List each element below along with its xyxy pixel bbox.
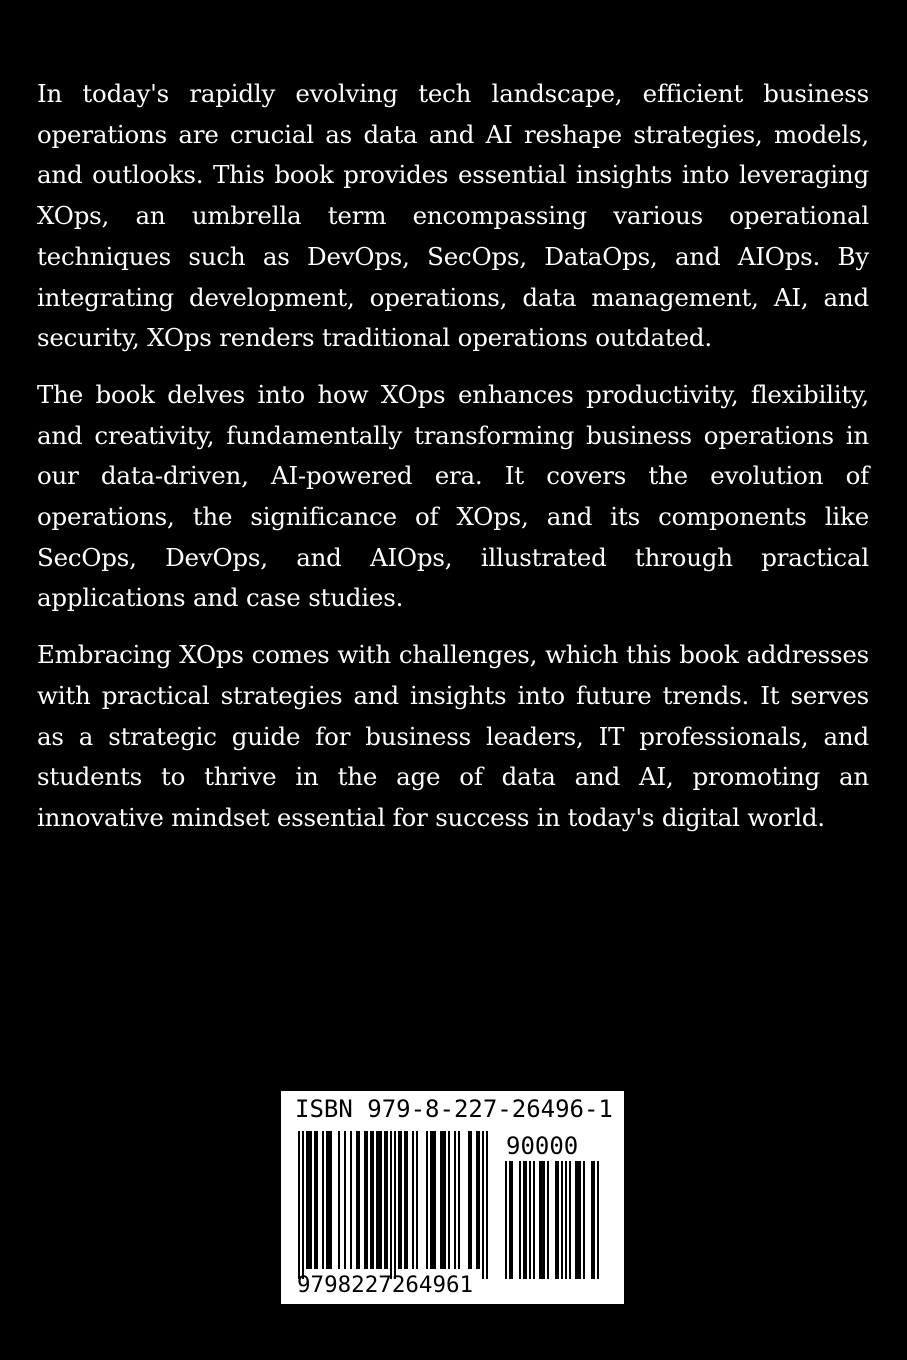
barcode-bar [547, 1161, 549, 1279]
barcode-bar [591, 1161, 595, 1279]
barcode-bar [505, 1161, 507, 1279]
barcode-bar [314, 1131, 318, 1269]
barcode-bar [575, 1161, 581, 1279]
barcode-bar [344, 1131, 346, 1269]
barcode-bar [430, 1131, 436, 1269]
barcode-bar [539, 1161, 545, 1279]
barcode-bar [384, 1131, 388, 1269]
isbn-barcode [281, 1091, 624, 1304]
barcode-bar [486, 1131, 488, 1279]
barcode-bar [458, 1131, 460, 1269]
ean-digits: 9798227264961 [297, 1272, 474, 1298]
barcode-bar [306, 1131, 312, 1269]
blurb-paragraph-3: Embracing XOps comes with challenges, which this book addresses with practical strategies and insights into future trends. It serves as a strategic guide for business leaders, IT professionals, and students to thrive in the age of data and AI, promoting an innovative mindset essential for success in today's digital world. [37, 640, 869, 832]
barcode-bar [412, 1131, 414, 1269]
barcode-bar [440, 1131, 446, 1269]
barcode-bar [390, 1131, 392, 1279]
barcode-bar [416, 1131, 418, 1269]
barcode-bar [569, 1161, 571, 1279]
barcode-bar [448, 1131, 450, 1269]
barcode-bar [398, 1131, 402, 1269]
barcode-bar [597, 1161, 599, 1279]
barcode-bar [454, 1131, 456, 1269]
barcode-bar [326, 1131, 332, 1269]
ean-bars [298, 1131, 488, 1279]
barcode-bar [376, 1131, 382, 1269]
barcode-bar [468, 1131, 472, 1269]
barcode-bar [302, 1131, 304, 1279]
barcode-bar [529, 1161, 531, 1279]
barcode-bar [523, 1161, 527, 1279]
blurb-paragraph-2: The book delves into how XOps enhances productivity, flexibility, and creativity, fundamentally transforming business operations in our data-driven, AI-powered era. It covers the evolution of operations, the significance of XOps, and its components like SecOps, DevOps, and AIOps, illustrated through practical applications and case studies. [37, 379, 869, 613]
barcode-bar [394, 1131, 396, 1279]
barcode-bar [533, 1161, 535, 1279]
barcode-bar [356, 1131, 360, 1269]
barcode-bar [364, 1131, 368, 1269]
price-code: 90000 [506, 1132, 579, 1160]
barcode-bar [482, 1131, 484, 1279]
isbn-number: ISBN 979-8-227-26496-1 [295, 1095, 613, 1123]
addon-bars [505, 1161, 599, 1279]
barcode-bar [298, 1131, 300, 1279]
barcode-bar [561, 1161, 563, 1279]
barcode-bar [476, 1131, 480, 1269]
barcode-bar [426, 1131, 428, 1269]
barcode-bar [555, 1161, 559, 1279]
barcode-bar [370, 1131, 374, 1269]
barcode-bar [338, 1131, 340, 1269]
barcode-bar [509, 1161, 513, 1279]
barcode-bar [565, 1161, 567, 1279]
barcode-bar [350, 1131, 352, 1269]
barcode-bar [519, 1161, 521, 1279]
back-cover-blurb [37, 74, 869, 855]
barcode-bar [583, 1161, 585, 1279]
barcode-bar [404, 1131, 408, 1269]
barcode-bar [322, 1131, 324, 1269]
blurb-paragraph-1: In today's rapidly evolving tech landscape, efficient business operations are crucial as data and AI reshape strategies, models, and outlooks. This book provides essential insights into leveraging XOps, an umbrella term encompassing various operational techniques such as DevOps, SecOps, DataOps, and AIOps. By integrating development, operations, data management, AI, and security, XOps renders traditional operations outdated. [37, 79, 869, 353]
